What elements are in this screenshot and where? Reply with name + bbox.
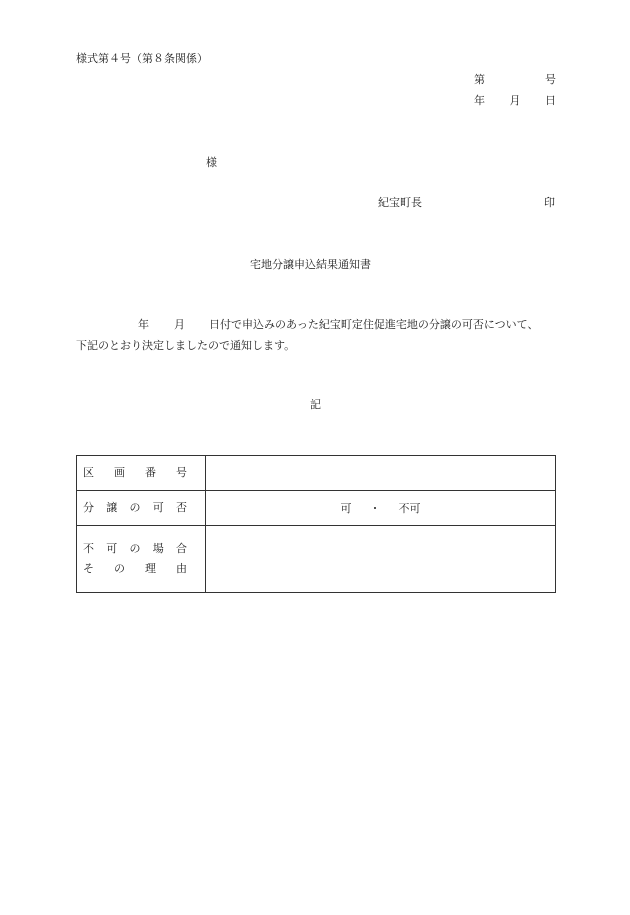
label-char: 号 xyxy=(176,466,187,479)
issue-date xyxy=(474,94,556,108)
addressee-honorific: 様 xyxy=(206,156,217,169)
result-table xyxy=(76,455,556,593)
date-day: 日 xyxy=(545,94,556,107)
issue-number xyxy=(474,73,556,87)
option-separator: ・ xyxy=(369,502,381,515)
label-char: 理 xyxy=(145,562,156,575)
body-date-year: 年 xyxy=(138,318,149,331)
value-sale-decision xyxy=(206,491,556,526)
sender-name: 紀宝町長 xyxy=(378,196,422,209)
value-lot-number[interactable] xyxy=(206,456,556,491)
table-row xyxy=(77,456,556,491)
table-row xyxy=(77,491,556,526)
label-rejection-reason xyxy=(77,526,206,593)
label-char: 可 xyxy=(106,542,118,555)
document-title: 宅地分譲申込結果通知書 xyxy=(250,258,371,271)
label-char: 分 xyxy=(83,501,94,514)
date-year: 年 xyxy=(474,94,485,107)
label-char: の xyxy=(114,562,125,575)
option-reject[interactable]: 不可 xyxy=(398,502,421,515)
label-char: 可 xyxy=(152,501,164,514)
form-number: 様式第４号（第８条関係） xyxy=(76,52,208,65)
label-char: 不 xyxy=(83,542,94,555)
body-line-2: 下記のとおり決定しましたので通知します。 xyxy=(76,339,296,352)
value-rejection-reason[interactable] xyxy=(206,526,556,593)
label-char: 譲 xyxy=(106,501,118,514)
label-char: 由 xyxy=(176,562,187,575)
label-sale-decision xyxy=(77,491,206,526)
label-char: 否 xyxy=(176,501,187,514)
issue-number-prefix: 第 xyxy=(474,73,485,86)
body-date-month: 月 xyxy=(174,318,185,331)
label-char: 区 xyxy=(83,466,94,479)
label-lot-number xyxy=(77,456,206,491)
issue-number-suffix: 号 xyxy=(545,73,556,86)
label-char: そ xyxy=(83,562,94,575)
label-char: 番 xyxy=(145,466,156,479)
seal-mark: 印 xyxy=(544,196,555,209)
ki-label: 記 xyxy=(310,398,321,411)
date-month: 月 xyxy=(509,94,521,107)
body-line-1: 日付で申込みのあった紀宝町定住促進宅地の分譲の可否について、 xyxy=(209,318,539,331)
label-char: 画 xyxy=(114,466,125,479)
label-char: の xyxy=(129,542,141,555)
label-char: の xyxy=(129,501,141,514)
option-approve[interactable]: 可 xyxy=(340,502,352,515)
label-char: 合 xyxy=(176,542,187,555)
table-row xyxy=(77,526,556,593)
label-char: 場 xyxy=(152,542,164,555)
